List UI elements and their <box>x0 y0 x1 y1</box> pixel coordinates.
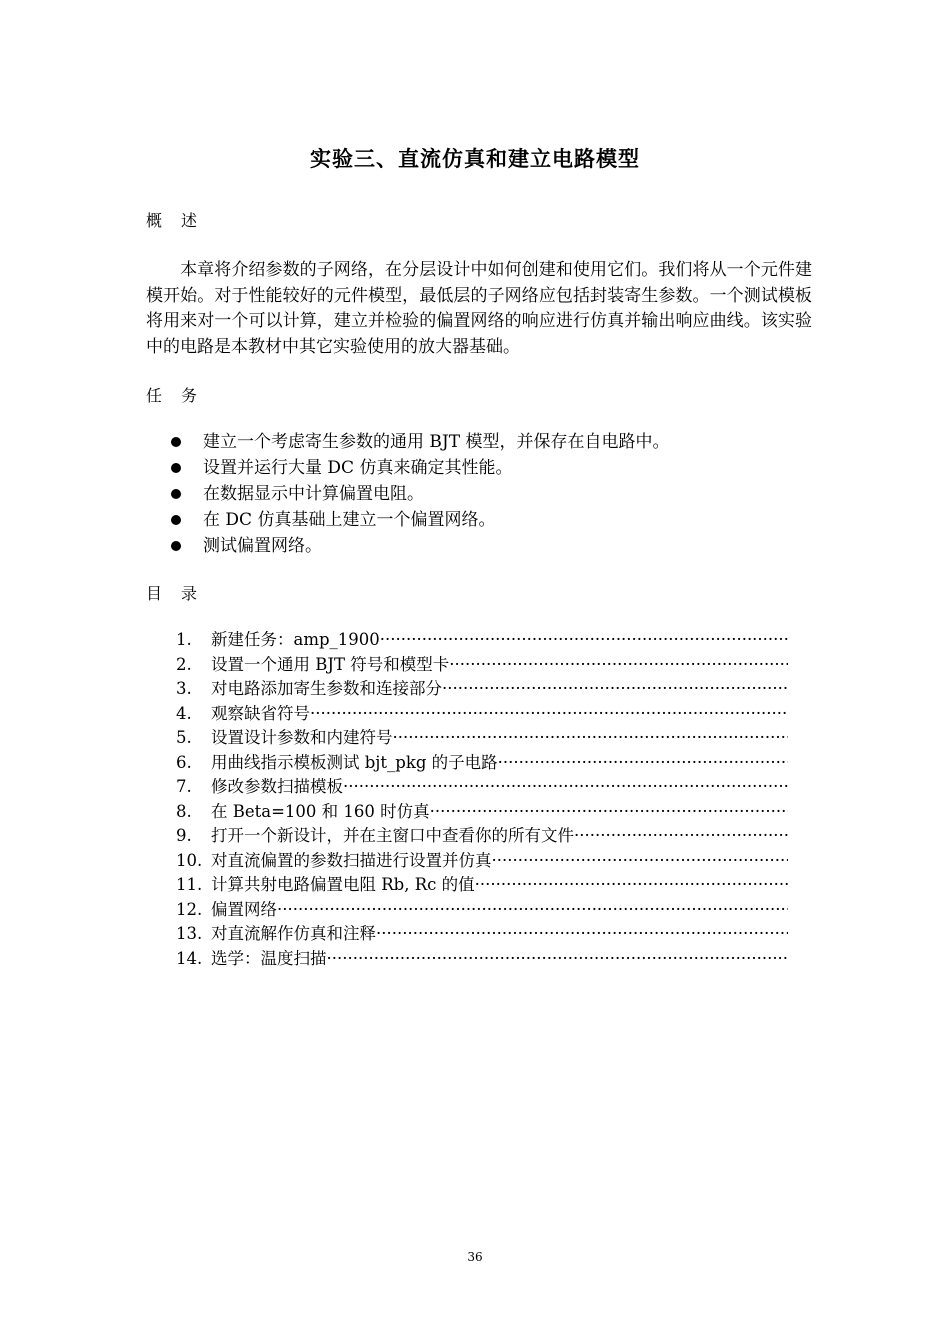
bullet-icon <box>171 489 181 499</box>
toc-leader <box>376 922 788 947</box>
heading-char: 目 <box>146 584 164 603</box>
heading-char: 任 <box>146 386 164 405</box>
toc-leader <box>430 800 788 825</box>
toc-entry[interactable] <box>176 922 788 947</box>
toc-entry[interactable] <box>176 677 788 702</box>
toc-entry[interactable] <box>176 873 788 898</box>
heading-char: 务 <box>181 386 199 405</box>
section-heading-tasks <box>146 383 216 406</box>
toc-number: 1. <box>176 630 192 649</box>
toc-text: 设置设计参数和内建符号 <box>211 728 393 747</box>
toc-leader <box>310 702 788 727</box>
toc-text: 观察缺省符号 <box>211 703 310 723</box>
task-text: 测试偏置网络。 <box>203 536 322 556</box>
bullet-icon <box>171 541 181 551</box>
toc-leader <box>442 677 788 702</box>
toc-leader <box>277 898 788 923</box>
toc-entry[interactable] <box>176 898 788 923</box>
task-text: 设置并运行大量 DC 仿真来确定其性能。 <box>203 458 513 478</box>
bullet-icon <box>171 463 181 473</box>
toc-number: 13. <box>176 924 203 943</box>
page-number: 36 <box>467 1250 483 1264</box>
toc-leader <box>574 824 788 849</box>
task-text: 建立一个考虑寄生参数的通用 BJT 模型，并保存在自电路中。 <box>203 432 670 452</box>
toc-text: 打开一个新设计，并在主窗口中查看你的所有文件 <box>211 826 574 845</box>
heading-char: 概 <box>146 211 164 230</box>
task-text: 在 DC 仿真基础上建立一个偏置网络。 <box>203 510 496 530</box>
overview-text: 本章将介绍参数的子网络，在分层设计中如何创建和使用它们。我们将从一个元件建模开始。对于性能较好的元件模型，最低层的子网络应包括封装寄生参数。一个测试模板将用来对一个可以计算，建立并检验的偏置网络的响应进行仿真并输出响应曲线。该实验中的电路是本教材中其它实验使用的放大器基础。 <box>146 260 812 357</box>
heading-char: 述 <box>181 211 199 230</box>
toc-entry[interactable] <box>176 824 788 849</box>
toc-entry[interactable] <box>176 775 788 800</box>
toc-entry[interactable] <box>176 628 788 653</box>
toc-text: 选学：温度扫描 <box>211 948 327 968</box>
toc-entry[interactable] <box>176 800 788 825</box>
bullet-icon <box>171 515 181 525</box>
toc-entry[interactable] <box>176 751 788 776</box>
toc-entry[interactable] <box>176 947 788 972</box>
toc-leader <box>380 628 788 653</box>
task-list <box>166 429 806 559</box>
toc-text: 修改参数扫描模板 <box>211 777 343 796</box>
toc-number: 7. <box>176 777 192 796</box>
toc-text: 在 Beta=100 和 160 时仿真 <box>211 801 430 821</box>
task-item <box>166 481 806 507</box>
toc-leader <box>492 849 789 874</box>
section-heading-contents <box>146 581 216 604</box>
document-title: 实验三、直流仿真和建立电路模型 <box>310 147 640 171</box>
table-of-contents <box>176 628 788 971</box>
overview-paragraph <box>146 258 812 360</box>
toc-number: 6. <box>176 752 192 772</box>
toc-number: 4. <box>176 703 192 723</box>
task-item <box>166 455 806 481</box>
toc-text: 计算共射电路偏置电阻 Rb, Rc 的值 <box>211 875 475 894</box>
toc-number: 9. <box>176 826 192 845</box>
toc-number: 8. <box>176 801 192 821</box>
toc-text: 设置一个通用 BJT 符号和模型卡 <box>211 654 450 674</box>
toc-entry[interactable] <box>176 702 788 727</box>
toc-entry[interactable] <box>176 726 788 751</box>
task-text: 在数据显示中计算偏置电阻。 <box>203 484 424 504</box>
task-item <box>166 507 806 533</box>
toc-leader <box>449 653 788 678</box>
toc-leader <box>475 873 788 898</box>
toc-number: 11. <box>176 875 203 894</box>
toc-text: 偏置网络 <box>211 899 277 919</box>
toc-text: 对电路添加寄生参数和连接部分 <box>211 679 442 698</box>
toc-leader <box>393 726 789 751</box>
toc-entry[interactable] <box>176 849 788 874</box>
toc-text: 对直流解作仿真和注释 <box>211 924 376 943</box>
section-heading-overview <box>146 208 216 231</box>
toc-number: 10. <box>176 850 203 870</box>
toc-entry[interactable] <box>176 653 788 678</box>
bullet-icon <box>171 437 181 447</box>
toc-leader <box>498 751 788 776</box>
toc-text: 新建任务：amp_1900 <box>211 630 380 649</box>
toc-leader <box>327 947 789 972</box>
toc-number: 14. <box>176 948 203 968</box>
toc-text: 对直流偏置的参数扫描进行设置并仿真 <box>211 850 492 870</box>
task-item <box>166 429 806 455</box>
toc-number: 2. <box>176 654 192 674</box>
toc-leader <box>343 775 788 800</box>
toc-number: 3. <box>176 679 192 698</box>
toc-number: 12. <box>176 899 203 919</box>
heading-char: 录 <box>181 584 199 603</box>
toc-number: 5. <box>176 728 192 747</box>
task-item <box>166 533 806 559</box>
toc-text: 用曲线指示模板测试 bjt_pkg 的子电路 <box>211 752 498 772</box>
